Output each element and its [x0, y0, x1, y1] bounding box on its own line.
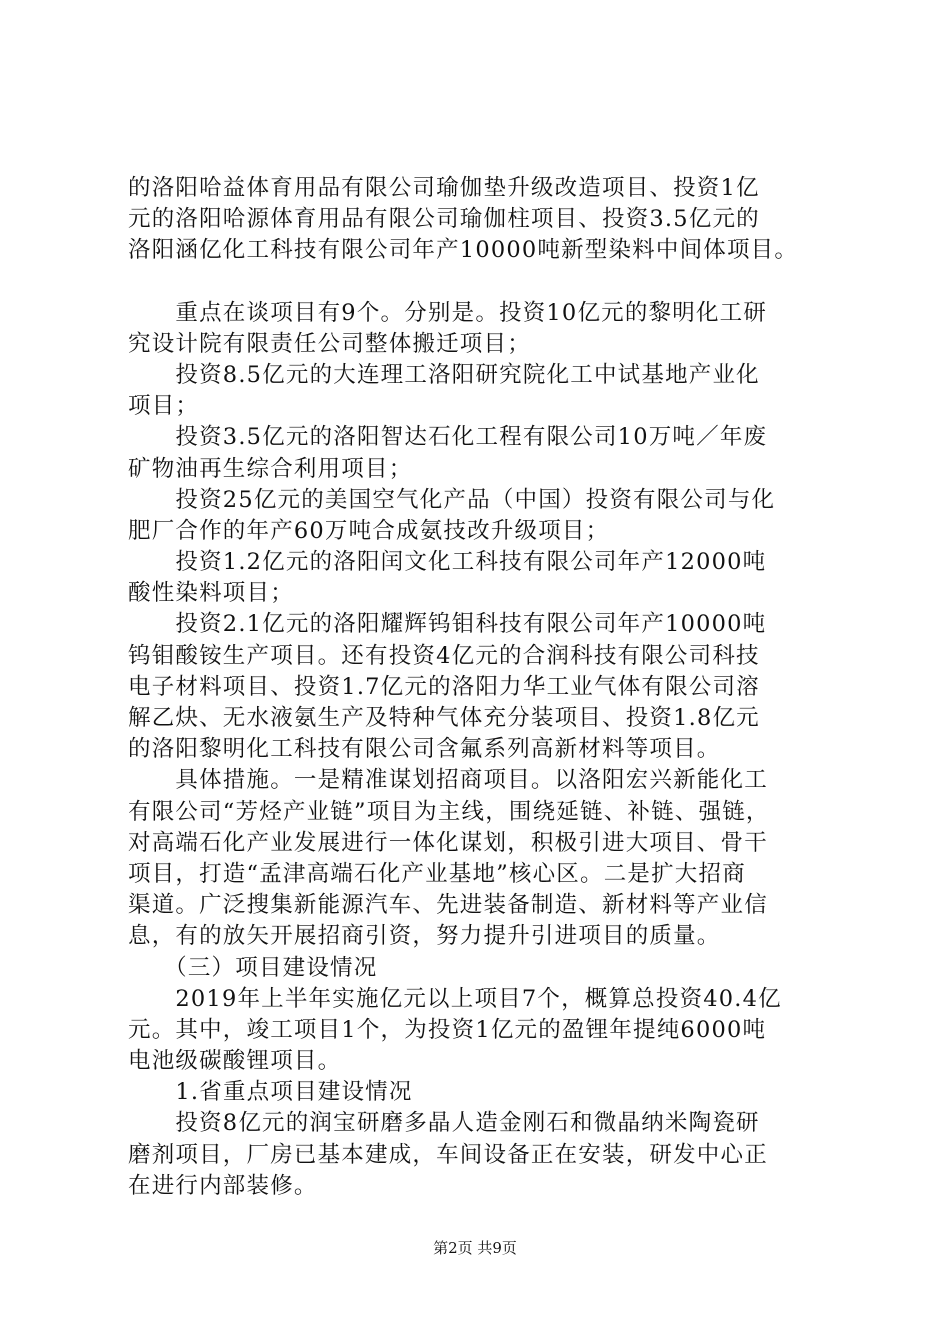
text-line: 在进行内部装修。: [128, 1172, 318, 1199]
text-line: 矿物油再生综合利用项目；: [128, 455, 413, 482]
text-line: 投资2.1亿元的洛阳耀辉钨钼科技有限公司年产10000吨: [128, 611, 767, 638]
text-line: 项目，打造“孟津高端石化产业基地”核心区。二是扩大招商: [128, 860, 746, 887]
text-line: 究设计院有限责任公司整体搬迁项目；: [128, 330, 531, 357]
text-line: 投资25亿元的美国空气化产品（中国）投资有限公司与化: [128, 486, 776, 513]
text-line: 2019年上半年实施亿元以上项目7个，概算总投资40.4亿: [128, 985, 782, 1012]
text-line: 投资1.2亿元的洛阳闰文化工科技有限公司年产12000吨: [128, 549, 767, 576]
text-line: 投资8.5亿元的大连理工洛阳研究院化工中试基地产业化: [128, 361, 760, 388]
text-line: 解乙炔、无水液氨生产及特种气体充分装项目、投资1.8亿元: [128, 705, 760, 731]
text-line: 元的洛阳哈源体育用品有限公司瑜伽柱项目、投资3.5亿元的: [128, 206, 760, 233]
text-line: 有限公司“芳烃产业链”项目为主线，围绕延链、补链、强链，: [128, 798, 770, 825]
text-line: （三）项目建设情况: [128, 954, 378, 981]
text-line: 重点在谈项目有9个。分别是。投资10亿元的黎明化工研: [128, 299, 768, 326]
text-line: 项目；: [128, 393, 200, 420]
text-line: 洛阳涵亿化工科技有限公司年产10000吨新型染料中间体项目。: [128, 237, 799, 264]
paragraph-continuation: [128, 173, 850, 267]
text-line: 1.省重点项目建设情况: [128, 1079, 413, 1106]
text-line: 投资8亿元的润宝研磨多晶人造金刚石和微晶纳米陶瓷研: [128, 1110, 760, 1137]
text-line: 酸性染料项目；: [128, 580, 294, 607]
page-footer: 第2页 共9页: [433, 1239, 517, 1257]
text-line: 肥厂合作的年产60万吨合成氨技改升级项目；: [128, 517, 610, 544]
paragraph-main: [128, 298, 850, 1202]
text-line: 投资3.5亿元的洛阳智达石化工程有限公司10万吨／年废: [128, 424, 768, 451]
text-line: 电池级碳酸锂项目。: [128, 1048, 342, 1075]
text-line: 渠道。广泛搜集新能源汽车、先进装备制造、新材料等产业信: [128, 892, 768, 919]
text-line: 的洛阳哈益体育用品有限公司瑜伽垫升级改造项目、投资1亿: [128, 175, 760, 201]
text-line: 磨剂项目，厂房已基本建成，车间设备正在安装，研发中心正: [128, 1141, 768, 1168]
text-line: 息，有的放矢开展招商引资，努力提升引进项目的质量。: [128, 923, 721, 950]
text-line: 对高端石化产业发展进行一体化谋划，积极引进大项目、骨干: [128, 829, 768, 856]
paragraph-gap: [128, 267, 850, 298]
text-line: 元。其中，竣工项目1个，为投资1亿元的盈锂年提纯6000吨: [128, 1016, 767, 1043]
text-line: 具体措施。一是精准谋划招商项目。以洛阳宏兴新能化工: [128, 767, 768, 794]
text-line: 的洛阳黎明化工科技有限公司含氟系列高新材料等项目。: [128, 736, 721, 763]
body-text: [128, 173, 850, 1202]
text-line: 电子材料项目、投资1.7亿元的洛阳力华工业气体有限公司溶: [128, 673, 760, 700]
text-line: 钨钼酸铵生产项目。还有投资4亿元的合润科技有限公司科技: [128, 642, 760, 669]
